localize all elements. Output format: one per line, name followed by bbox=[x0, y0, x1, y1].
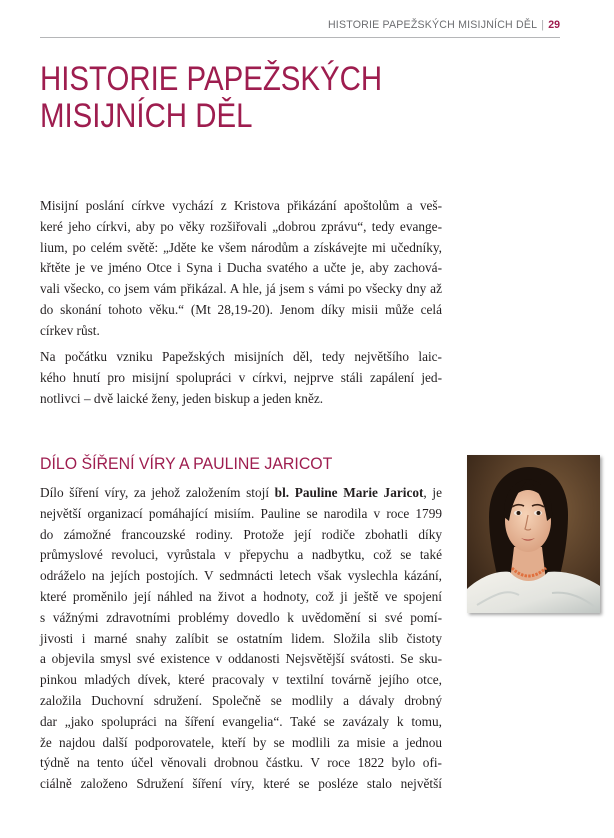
body-text-segment: Dílo šíření víry, za jehož založením stojí bbox=[40, 485, 275, 500]
bold-name: bl. Pauline Marie Jaricot bbox=[274, 485, 424, 500]
body-text-line: lium, po celém světě: „Jděte ke všem národům a získávejte mi učedníky, bbox=[40, 239, 442, 255]
body-text-line: dar „jako spolupráci na šíření evangelia“. Také se zavázaly k tomu, bbox=[40, 713, 442, 729]
body-text-line: ciálně založeno Sdružení šíření víry, které se posléze stalo největší bbox=[40, 776, 442, 792]
body-text-line: notlivci – dvě laické ženy, jeden biskup a jeden kněz. bbox=[40, 390, 324, 406]
body-text-line: průmyslové revoluci, vyrůstala v přepychu a nadbytku, což se také bbox=[40, 547, 442, 563]
running-head bbox=[328, 18, 560, 32]
body-text-line: Na počátku vzniku Papežských misijních děl, tedy největšího laic- bbox=[40, 349, 442, 364]
section-paragraph bbox=[40, 483, 442, 795]
body-text-line: s vážnými zdravotními problémy dovedlo k uvědomění si své pomí- bbox=[40, 609, 442, 625]
portrait-figure bbox=[467, 455, 600, 613]
body-text-line: kého hnutí pro misijní spolupráci v církvi, nejprve stáli zapálení jed- bbox=[40, 369, 442, 385]
body-text-line: jivosti i marné snahy zalíbit se ostatním lidem. Složila slib čistoty bbox=[40, 630, 442, 646]
portrait-image bbox=[467, 455, 600, 613]
section-heading: DÍLO ŠÍŘENÍ VÍRY A PAULINE JARICOT bbox=[40, 454, 333, 473]
body-text-line: odráželo na jejích postojích. V sedmnácti letech však vyslechla kázání, bbox=[40, 568, 442, 584]
body-text-segment: , je bbox=[423, 485, 442, 500]
body-text-line: největší organizací pomáhající misiím. Pauline se narodila v roce 1799 bbox=[40, 505, 442, 521]
running-head-title: HISTORIE PAPEŽSKÝCH MISIJNÍCH DĚL bbox=[327, 19, 538, 31]
body-text-line: do zámožné francouzské rodiny. Protože její rodiče zbohatli díky bbox=[40, 526, 442, 542]
body-text-line: založila Duchovní sdružení. Společně se modlily a dávaly drobný bbox=[40, 692, 442, 708]
body-text-line: že najdou další podporovatele, kteří by se modlili za misie a jednou bbox=[40, 734, 442, 750]
intro-paragraph-1 bbox=[40, 196, 442, 342]
body-text-line: které proměnilo její náhled na život a hodnoty, což ji ještě ve spojení bbox=[40, 588, 442, 604]
body-text-line: keré jeho církvi, aby po věky rozšiřovali „dobrou zprávu“, tedy evange- bbox=[40, 218, 442, 234]
body-text-line: a objevila smysl své existence v oddanosti Nejsvětější svátosti. Se sku- bbox=[40, 651, 442, 667]
body-text-line: Misijní poslání církve vychází z Kristova přikázání apoštolům a veš- bbox=[40, 198, 442, 213]
header-rule bbox=[40, 37, 560, 38]
chapter-title-line-2: MISIJNÍCH DĚL bbox=[40, 97, 253, 135]
body-text-line bbox=[40, 483, 442, 504]
running-head-separator: | bbox=[541, 19, 545, 31]
page-number: 29 bbox=[548, 19, 560, 31]
body-text-line: křtěte je ve jméno Otce i Syna i Ducha svatého a učte je, aby zachová- bbox=[40, 260, 442, 276]
body-text-line: týdně na tento účel věnovali drobnou částku. V roce 1822 bylo ofi- bbox=[40, 755, 442, 771]
body-text-line: pinkou mladých dívek, které pracovaly v textilní továrně jejího otce, bbox=[40, 672, 442, 688]
body-text-line: církev růst. bbox=[40, 322, 100, 338]
body-text-line: vali všecko, co jsem vám přikázal. A hle, já jsem s vámi po všecky dny až bbox=[40, 281, 442, 297]
chapter-title bbox=[40, 61, 382, 135]
intro-paragraph-2 bbox=[40, 347, 442, 409]
body-text-line: do skonání tohoto věku.“ (Mt 28,19-20). Jenom díky misii může celá bbox=[40, 301, 442, 317]
chapter-title-line-1: HISTORIE PAPEŽSKÝCH bbox=[40, 60, 383, 98]
